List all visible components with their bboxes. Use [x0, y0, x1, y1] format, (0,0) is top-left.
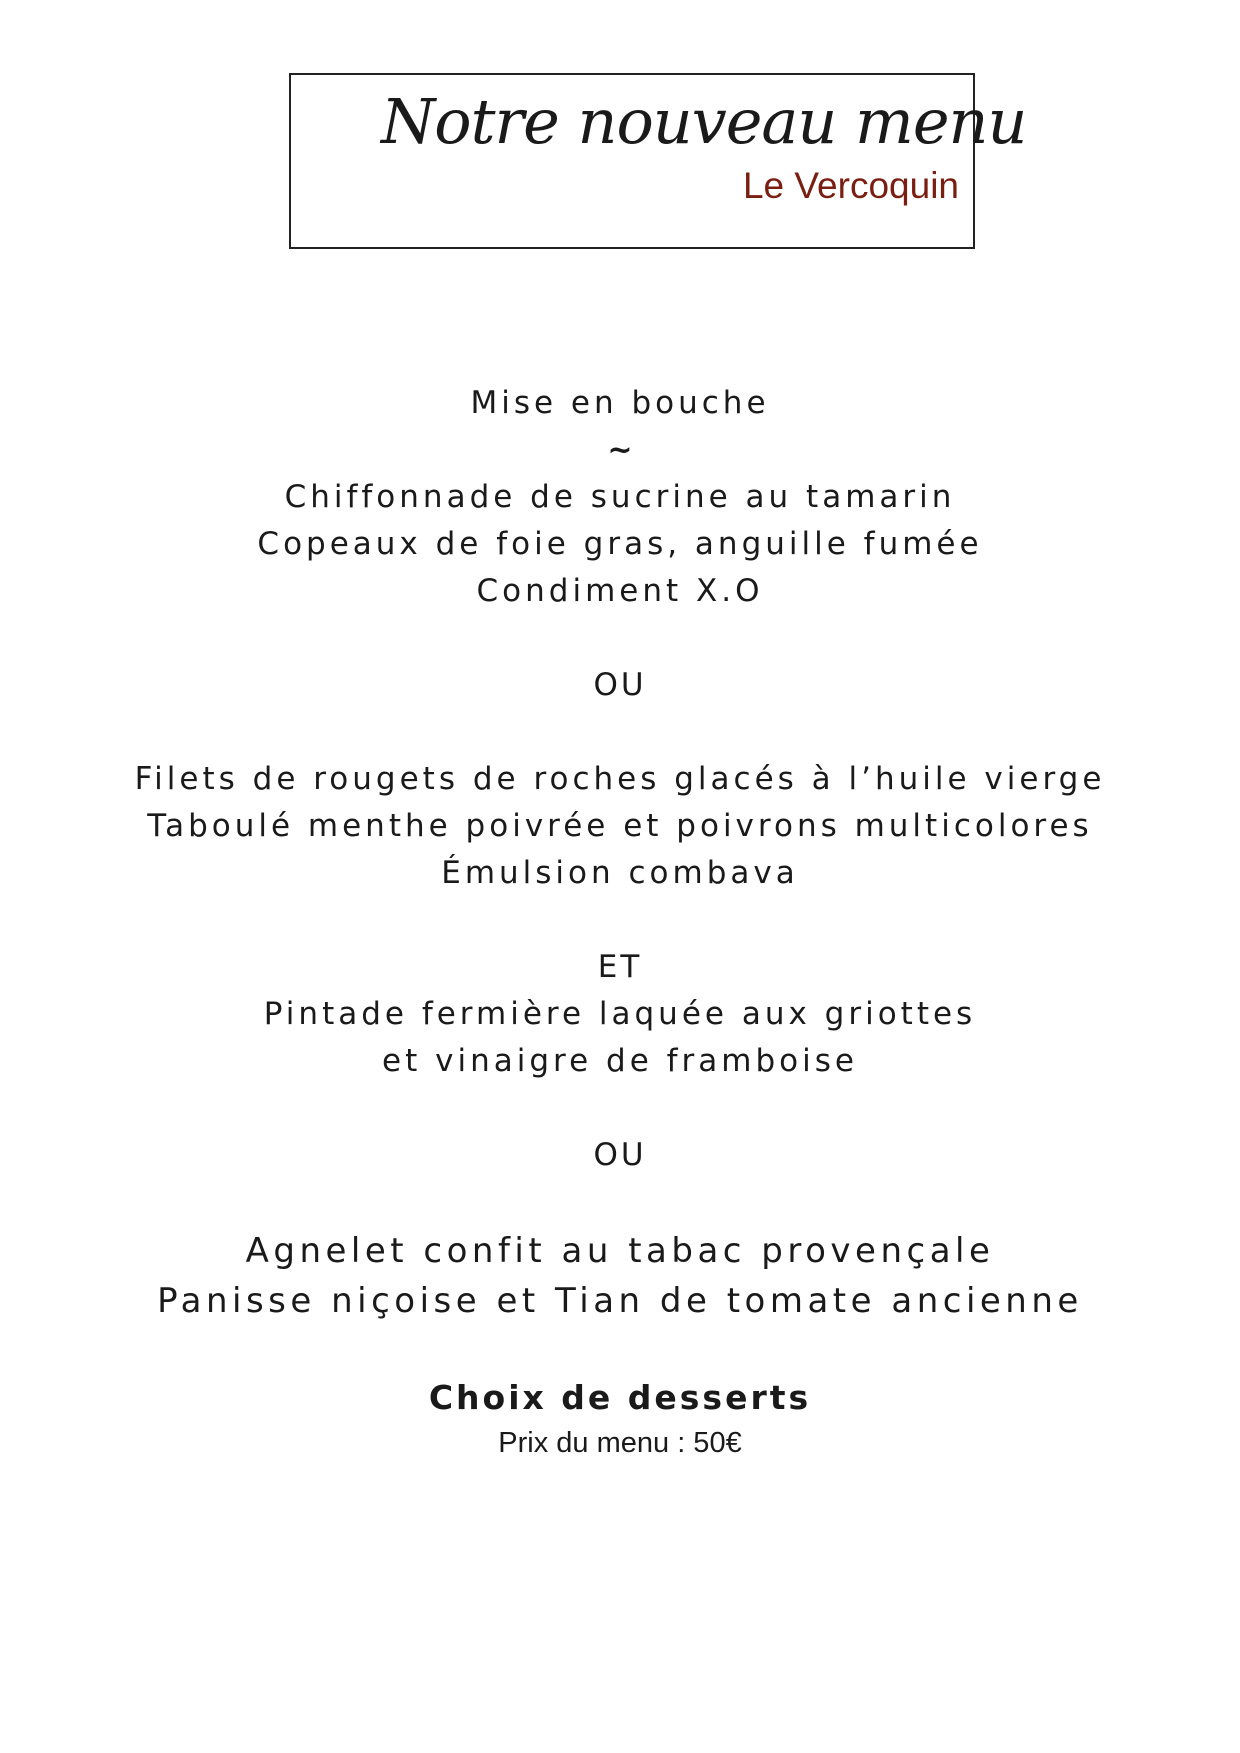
menu-title: Notre nouveau menu	[381, 85, 1027, 158]
spacer	[0, 1326, 1240, 1373]
menu-price: Prix du menu : 50€	[498, 1427, 742, 1459]
amuse-bouche: Mise en bouche	[470, 385, 770, 421]
spacer	[0, 1179, 1240, 1226]
or-separator-1: OU	[593, 667, 647, 703]
restaurant-name: Le Vercoquin	[742, 165, 959, 206]
main-2-line-2: Panisse niçoise et Tian de tomate ancienne	[157, 1281, 1083, 1321]
title-box	[289, 73, 1027, 249]
starter-2-line-3: Émulsion combava	[441, 855, 799, 891]
or-separator-2: OU	[593, 1137, 647, 1173]
starter-1-line-1: Chiffonnade de sucrine au tamarin	[284, 479, 956, 515]
main-1-line-2: et vinaigre de framboise	[382, 1043, 858, 1079]
starter-2-line-1: Filets de rougets de roches glacés à l’huile vierge	[134, 761, 1106, 797]
main-2-line-1: Agnelet confit au tabac provençale	[245, 1231, 995, 1271]
desserts-heading: Choix de desserts	[428, 1378, 812, 1417]
spacer	[0, 709, 1240, 756]
tilde-separator: ~	[607, 433, 633, 468]
spacer	[0, 615, 1240, 662]
menu-content	[0, 380, 1240, 1463]
main-1-line-1: Pintade fermière laquée aux griottes	[263, 996, 977, 1032]
spacer	[0, 1085, 1240, 1132]
starter-1-line-2: Copeaux de foie gras, anguille fumée	[257, 526, 983, 562]
spacer	[0, 897, 1240, 944]
starter-2-line-2: Taboulé menthe poivrée et poivrons multicolores	[147, 808, 1093, 844]
starter-1-line-3: Condiment X.O	[476, 573, 764, 609]
and-separator: ET	[597, 949, 643, 985]
